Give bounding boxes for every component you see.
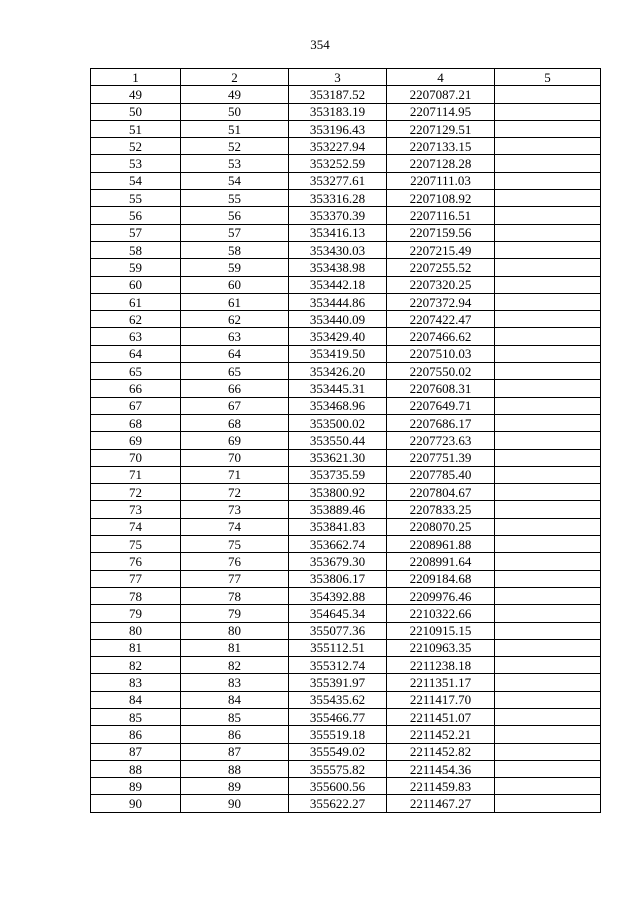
table-cell: 355600.56	[289, 778, 387, 795]
table-cell: 2207108.92	[387, 190, 495, 207]
table-cell: 353252.59	[289, 155, 387, 172]
table-cell: 355112.51	[289, 639, 387, 656]
table-cell	[495, 259, 601, 276]
table-cell: 86	[91, 726, 181, 743]
table-cell	[495, 518, 601, 535]
table-cell	[495, 397, 601, 414]
table-cell: 353419.50	[289, 345, 387, 362]
table-cell	[495, 328, 601, 345]
table-row	[91, 293, 601, 310]
table-row	[91, 466, 601, 483]
table-row	[91, 86, 601, 103]
table-cell: 51	[181, 120, 289, 137]
table-row	[91, 778, 601, 795]
table-cell: 66	[91, 380, 181, 397]
table-cell: 353621.30	[289, 449, 387, 466]
table-cell: 353662.74	[289, 536, 387, 553]
table-row	[91, 726, 601, 743]
table-cell: 353500.02	[289, 414, 387, 431]
table-cell: 2207129.51	[387, 120, 495, 137]
table-cell: 64	[181, 345, 289, 362]
table-cell	[495, 120, 601, 137]
table-row	[91, 414, 601, 431]
table-cell: 52	[181, 138, 289, 155]
table-cell: 2207114.95	[387, 103, 495, 120]
table-cell: 67	[91, 397, 181, 414]
table-cell: 60	[91, 276, 181, 293]
table-cell: 56	[181, 207, 289, 224]
table-cell: 2211459.83	[387, 778, 495, 795]
table-cell	[495, 224, 601, 241]
table-cell: 2207785.40	[387, 466, 495, 483]
table-cell: 353196.43	[289, 120, 387, 137]
table-row	[91, 674, 601, 691]
table-cell: 2207608.31	[387, 380, 495, 397]
table-cell: 52	[91, 138, 181, 155]
table-cell: 59	[91, 259, 181, 276]
table-cell: 54	[91, 172, 181, 189]
table-cell: 63	[91, 328, 181, 345]
table-cell: 353416.13	[289, 224, 387, 241]
table-cell: 85	[181, 708, 289, 725]
table-cell: 73	[181, 501, 289, 518]
table-cell: 68	[181, 414, 289, 431]
table-cell: 353316.28	[289, 190, 387, 207]
table-cell: 353187.52	[289, 86, 387, 103]
header-row	[91, 69, 601, 86]
table-row	[91, 657, 601, 674]
table-row	[91, 760, 601, 777]
table-row	[91, 518, 601, 535]
table-cell: 353806.17	[289, 570, 387, 587]
table-cell	[495, 691, 601, 708]
table-cell	[495, 466, 601, 483]
table-cell: 62	[91, 311, 181, 328]
table-cell: 61	[181, 293, 289, 310]
column-header: 3	[289, 69, 387, 86]
table-cell: 2209184.68	[387, 570, 495, 587]
table-row	[91, 691, 601, 708]
table-cell: 2207087.21	[387, 86, 495, 103]
table-cell: 58	[91, 241, 181, 258]
table-cell: 87	[181, 743, 289, 760]
table-cell: 353444.86	[289, 293, 387, 310]
table-cell: 353442.18	[289, 276, 387, 293]
table-cell: 2207111.03	[387, 172, 495, 189]
table-cell	[495, 155, 601, 172]
table-row	[91, 570, 601, 587]
table-cell: 58	[181, 241, 289, 258]
table-cell: 83	[91, 674, 181, 691]
table-row	[91, 432, 601, 449]
table-cell: 2207320.25	[387, 276, 495, 293]
table-cell: 2210322.66	[387, 605, 495, 622]
table-cell: 57	[181, 224, 289, 241]
table-row	[91, 622, 601, 639]
table-cell: 2208991.64	[387, 553, 495, 570]
table-row	[91, 259, 601, 276]
table-row	[91, 795, 601, 812]
table-row	[91, 190, 601, 207]
table-cell: 355549.02	[289, 743, 387, 760]
table-cell: 2207510.03	[387, 345, 495, 362]
table-cell: 2211451.07	[387, 708, 495, 725]
table-cell: 79	[181, 605, 289, 622]
table-cell	[495, 86, 601, 103]
table-cell	[495, 432, 601, 449]
table-cell: 53	[181, 155, 289, 172]
table-cell: 60	[181, 276, 289, 293]
table-cell: 69	[91, 432, 181, 449]
coordinates-table	[90, 68, 601, 813]
table-cell: 353468.96	[289, 397, 387, 414]
table-cell	[495, 570, 601, 587]
table-row	[91, 484, 601, 501]
table-row	[91, 605, 601, 622]
table-cell: 355077.36	[289, 622, 387, 639]
table-cell	[495, 587, 601, 604]
table-cell	[495, 241, 601, 258]
column-header: 2	[181, 69, 289, 86]
table-cell: 69	[181, 432, 289, 449]
table-cell: 353800.92	[289, 484, 387, 501]
table-cell: 2211452.82	[387, 743, 495, 760]
table-cell: 354392.88	[289, 587, 387, 604]
table-cell	[495, 449, 601, 466]
table-row	[91, 207, 601, 224]
table-cell	[495, 345, 601, 362]
table-cell	[495, 380, 601, 397]
table-cell: 2210963.35	[387, 639, 495, 656]
table-cell: 57	[91, 224, 181, 241]
table-cell	[495, 276, 601, 293]
table-cell: 77	[91, 570, 181, 587]
table-row	[91, 587, 601, 604]
table-cell	[495, 657, 601, 674]
table-cell: 49	[91, 86, 181, 103]
table-cell	[495, 605, 601, 622]
table-cell: 84	[181, 691, 289, 708]
table-cell	[495, 484, 601, 501]
table-cell: 55	[91, 190, 181, 207]
table-cell: 80	[181, 622, 289, 639]
table-cell: 355435.62	[289, 691, 387, 708]
table-cell: 82	[181, 657, 289, 674]
table-cell: 75	[91, 536, 181, 553]
table-cell: 353183.19	[289, 103, 387, 120]
table-cell: 64	[91, 345, 181, 362]
table-row	[91, 708, 601, 725]
table-cell	[495, 639, 601, 656]
table-cell: 65	[91, 363, 181, 380]
table-cell: 59	[181, 259, 289, 276]
table-cell: 66	[181, 380, 289, 397]
table-cell: 2207372.94	[387, 293, 495, 310]
table-cell: 74	[181, 518, 289, 535]
table-cell: 2208961.88	[387, 536, 495, 553]
table-cell	[495, 553, 601, 570]
table-cell: 2207649.71	[387, 397, 495, 414]
table-cell: 54	[181, 172, 289, 189]
table-cell: 71	[91, 466, 181, 483]
table-cell: 2207686.17	[387, 414, 495, 431]
table-cell	[495, 760, 601, 777]
table-cell: 83	[181, 674, 289, 691]
table-cell	[495, 414, 601, 431]
table-cell: 353227.94	[289, 138, 387, 155]
table-row	[91, 103, 601, 120]
table-cell: 355575.82	[289, 760, 387, 777]
table-cell: 353430.03	[289, 241, 387, 258]
table-cell: 2207159.56	[387, 224, 495, 241]
table-cell: 355391.97	[289, 674, 387, 691]
table-row	[91, 224, 601, 241]
table-cell: 2207255.52	[387, 259, 495, 276]
table-cell: 68	[91, 414, 181, 431]
table-cell: 353445.31	[289, 380, 387, 397]
table-cell	[495, 536, 601, 553]
table-cell: 353735.59	[289, 466, 387, 483]
table-cell: 2207466.62	[387, 328, 495, 345]
table-cell: 355312.74	[289, 657, 387, 674]
table-cell: 86	[181, 726, 289, 743]
table-cell: 72	[181, 484, 289, 501]
table-cell	[495, 207, 601, 224]
table-cell: 70	[181, 449, 289, 466]
table-row	[91, 311, 601, 328]
table-cell: 2211417.70	[387, 691, 495, 708]
table-cell: 53	[91, 155, 181, 172]
table-cell: 76	[91, 553, 181, 570]
table-cell: 353440.09	[289, 311, 387, 328]
table-cell: 55	[181, 190, 289, 207]
table-row	[91, 345, 601, 362]
table-cell	[495, 138, 601, 155]
table-cell: 90	[91, 795, 181, 812]
table-row	[91, 328, 601, 345]
table-cell	[495, 795, 601, 812]
table-cell: 2210915.15	[387, 622, 495, 639]
table-cell: 81	[181, 639, 289, 656]
column-header: 4	[387, 69, 495, 86]
table-cell: 2211454.36	[387, 760, 495, 777]
table-cell: 2207215.49	[387, 241, 495, 258]
table-cell: 353277.61	[289, 172, 387, 189]
page-number: 354	[310, 37, 330, 52]
table-cell: 353550.44	[289, 432, 387, 449]
table-cell	[495, 708, 601, 725]
table-cell	[495, 726, 601, 743]
table-cell: 353841.83	[289, 518, 387, 535]
table-cell: 74	[91, 518, 181, 535]
table-cell: 2207133.15	[387, 138, 495, 155]
table-cell: 2211351.17	[387, 674, 495, 691]
table-cell: 2207751.39	[387, 449, 495, 466]
table-body	[91, 86, 601, 812]
table-cell: 355519.18	[289, 726, 387, 743]
table-cell: 80	[91, 622, 181, 639]
table-cell: 88	[181, 760, 289, 777]
table-cell: 65	[181, 363, 289, 380]
table-cell: 81	[91, 639, 181, 656]
table-cell	[495, 293, 601, 310]
table-cell: 72	[91, 484, 181, 501]
table-row	[91, 501, 601, 518]
table-cell: 353438.98	[289, 259, 387, 276]
table-cell	[495, 622, 601, 639]
table-cell: 49	[181, 86, 289, 103]
table-cell: 51	[91, 120, 181, 137]
table-cell: 355466.77	[289, 708, 387, 725]
table-row	[91, 155, 601, 172]
table-cell: 71	[181, 466, 289, 483]
table-row	[91, 743, 601, 760]
table-cell	[495, 172, 601, 189]
table-cell	[495, 674, 601, 691]
table-row	[91, 449, 601, 466]
table-cell: 77	[181, 570, 289, 587]
table-cell: 78	[181, 587, 289, 604]
table-cell: 67	[181, 397, 289, 414]
table-row	[91, 138, 601, 155]
table-cell: 2207422.47	[387, 311, 495, 328]
column-header: 1	[91, 69, 181, 86]
table-cell: 90	[181, 795, 289, 812]
table-cell: 88	[91, 760, 181, 777]
table-cell: 50	[91, 103, 181, 120]
table-cell: 63	[181, 328, 289, 345]
table-cell: 2207723.63	[387, 432, 495, 449]
table-cell: 87	[91, 743, 181, 760]
table-row	[91, 536, 601, 553]
table-row	[91, 241, 601, 258]
table-cell: 2207550.02	[387, 363, 495, 380]
table-cell: 61	[91, 293, 181, 310]
table-row	[91, 172, 601, 189]
table-cell: 89	[181, 778, 289, 795]
table-row	[91, 276, 601, 293]
table-cell: 2207128.28	[387, 155, 495, 172]
table-cell: 85	[91, 708, 181, 725]
table-cell: 353370.39	[289, 207, 387, 224]
table-cell: 353426.20	[289, 363, 387, 380]
table-cell	[495, 501, 601, 518]
table-cell: 2207833.25	[387, 501, 495, 518]
table-cell: 2211238.18	[387, 657, 495, 674]
table-cell: 353429.40	[289, 328, 387, 345]
table-cell: 79	[91, 605, 181, 622]
table-cell	[495, 778, 601, 795]
table-cell: 2209976.46	[387, 587, 495, 604]
table-cell: 73	[91, 501, 181, 518]
table-header	[91, 69, 601, 86]
table-cell: 2208070.25	[387, 518, 495, 535]
table-cell	[495, 190, 601, 207]
table-cell: 84	[91, 691, 181, 708]
table-row	[91, 363, 601, 380]
table-cell	[495, 311, 601, 328]
table-row	[91, 397, 601, 414]
table-cell	[495, 103, 601, 120]
table-cell: 50	[181, 103, 289, 120]
table-cell: 70	[91, 449, 181, 466]
table-cell: 89	[91, 778, 181, 795]
table-cell: 76	[181, 553, 289, 570]
table-cell: 353679.30	[289, 553, 387, 570]
table-cell: 2207116.51	[387, 207, 495, 224]
table-cell: 82	[91, 657, 181, 674]
table-cell: 353889.46	[289, 501, 387, 518]
column-header: 5	[495, 69, 601, 86]
table-cell: 62	[181, 311, 289, 328]
table-cell: 2211452.21	[387, 726, 495, 743]
table-cell: 56	[91, 207, 181, 224]
table-cell: 354645.34	[289, 605, 387, 622]
table-cell	[495, 743, 601, 760]
table-cell	[495, 363, 601, 380]
table-row	[91, 120, 601, 137]
table-cell: 78	[91, 587, 181, 604]
table-row	[91, 553, 601, 570]
table-row	[91, 380, 601, 397]
table-row	[91, 639, 601, 656]
table-cell: 2207804.67	[387, 484, 495, 501]
table-cell: 355622.27	[289, 795, 387, 812]
table-cell: 2211467.27	[387, 795, 495, 812]
table-cell: 75	[181, 536, 289, 553]
